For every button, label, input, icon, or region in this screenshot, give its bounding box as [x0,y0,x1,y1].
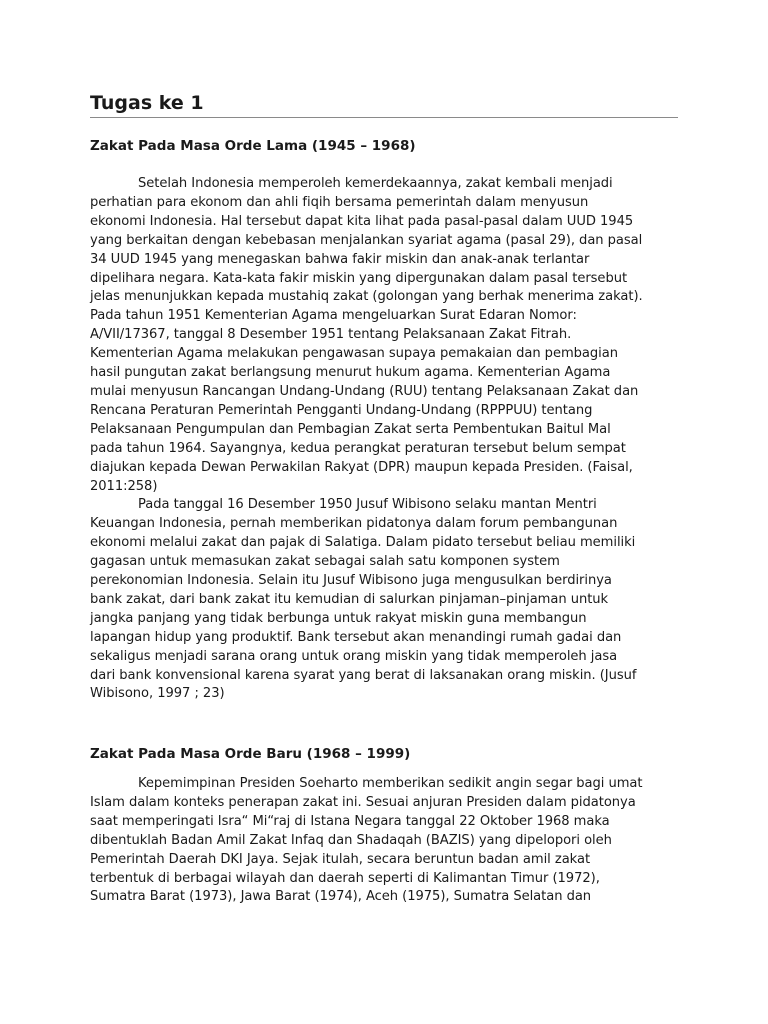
text-line: Kepemimpinan Presiden Soeharto memberikan sedikit angin segar bagi umat [138,776,643,791]
text-line: dari bank konvensional karena syarat yang berat di laksanakan orang miskin. (Jusuf [90,667,637,683]
text-line: Keuangan Indonesia, pernah memberikan pidatonya dalam forum pembangunan [90,516,618,532]
text-line: ekonomi melalui zakat dan pajak di Salatiga. Dalam pidato tersebut beliau memiliki [90,535,636,551]
document-page [90,0,680,1024]
text-line: hasil pungutan zakat berlangsung menurut hukum agama. Kementerian Agama [90,365,611,381]
text-line: jelas menunjukkan kepada mustahiq zakat (golongan yang berhak menerima zakat). [90,289,643,305]
section-body-orde-baru [90,775,680,907]
text-line: pada tahun 1964. Sayangnya, kedua perangkat peraturan tersebut belum sempat [90,440,626,456]
text-line: dibentuklah Badan Amil Zakat Infaq dan Shadaqah (BAZIS) yang dipelopori oleh [90,832,612,848]
section-heading-orde-lama: Zakat Pada Masa Orde Lama (1945 – 1968) [90,138,416,154]
text-line: 34 UUD 1945 yang menegaskan bahwa fakir miskin dan anak-anak terlantar [90,251,590,267]
document-title: Tugas ke 1 [90,90,678,118]
text-line: ekonomi Indonesia. Hal tersebut dapat kita lihat pada pasal-pasal dalam UUD 1945 [90,213,634,229]
text-line: Pelaksanaan Pengumpulan dan Pembagian Zakat serta Pembentukan Baitul Mal [90,421,611,437]
text-line: diajukan kepada Dewan Perwakilan Rakyat (DPR) maupun kepada Presiden. (Faisal, [90,459,633,475]
section-heading-orde-baru: Zakat Pada Masa Orde Baru (1968 – 1999) [90,746,411,762]
text-line: 2011:258) [90,478,158,494]
text-line: yang berkaitan dengan kebebasan menjalankan syariat agama (pasal 29), dan pasal [90,232,643,248]
text-line: Sumatra Barat (1973), Jawa Barat (1974), Aceh (1975), Sumatra Selatan dan [90,889,592,905]
text-line: terbentuk di berbagai wilayah dan daerah seperti di Kalimantan Timur (1972), [90,870,600,886]
text-line: Kementerian Agama melakukan pengawasan supaya pemakaian dan pembagian [90,346,618,362]
text-line: Setelah Indonesia memperoleh kemerdekaannya, zakat kembali menjadi [138,176,613,191]
section-body-orde-lama [90,175,680,704]
text-line: dipelihara negara. Kata-kata fakir miskin yang dipergunakan dalam pasal tersebut [90,270,628,286]
text-line: Pada tanggal 16 Desember 1950 Jusuf Wibisono selaku mantan Mentri [138,497,597,513]
text-line: Pada tahun 1951 Kementerian Agama mengeluarkan Surat Edaran Nomor: [90,308,577,324]
text-line: mulai menyusun Rancangan Undang-Undang (RUU) tentang Pelaksanaan Zakat dan [90,383,639,399]
text-line: Wibisono, 1997 ; 23) [90,686,225,702]
text-line: sekaligus menjadi sarana orang untuk orang miskin yang tidak memperoleh jasa [90,648,618,664]
text-line: lapangan hidup yang produktif. Bank tersebut akan menandingi rumah gadai dan [90,629,622,645]
text-line: gagasan untuk memasukan zakat sebagai salah satu komponen system [90,554,560,570]
text-line: Pemerintah Daerah DKI Jaya. Sejak itulah, secara beruntun badan amil zakat [90,851,591,867]
text-line: perekonomian Indonesia. Selain itu Jusuf Wibisono juga mengusulkan berdirinya [90,573,612,589]
text-line: Rencana Peraturan Pemerintah Pengganti Undang-Undang (RPPPUU) tentang [90,402,593,418]
text-line: Islam dalam konteks penerapan zakat ini. Sesuai anjuran Presiden dalam pidatonya [90,794,636,810]
text-line: jangka panjang yang tidak berbunga untuk rakyat miskin guna membangun [90,610,587,626]
text-line: bank zakat, dari bank zakat itu kemudian di salurkan pinjaman–pinjaman untuk [90,591,609,607]
text-line: A/VII/17367, tanggal 8 Desember 1951 tentang Pelaksanaan Zakat Fitrah. [90,327,572,343]
text-line: saat memperingati Isra“ Mi“raj di Istana Negara tanggal 22 Oktober 1968 maka [90,813,610,829]
text-line: perhatian para ekonom dan ahli fiqih bersama pemerintah dalam menyusun [90,194,589,210]
